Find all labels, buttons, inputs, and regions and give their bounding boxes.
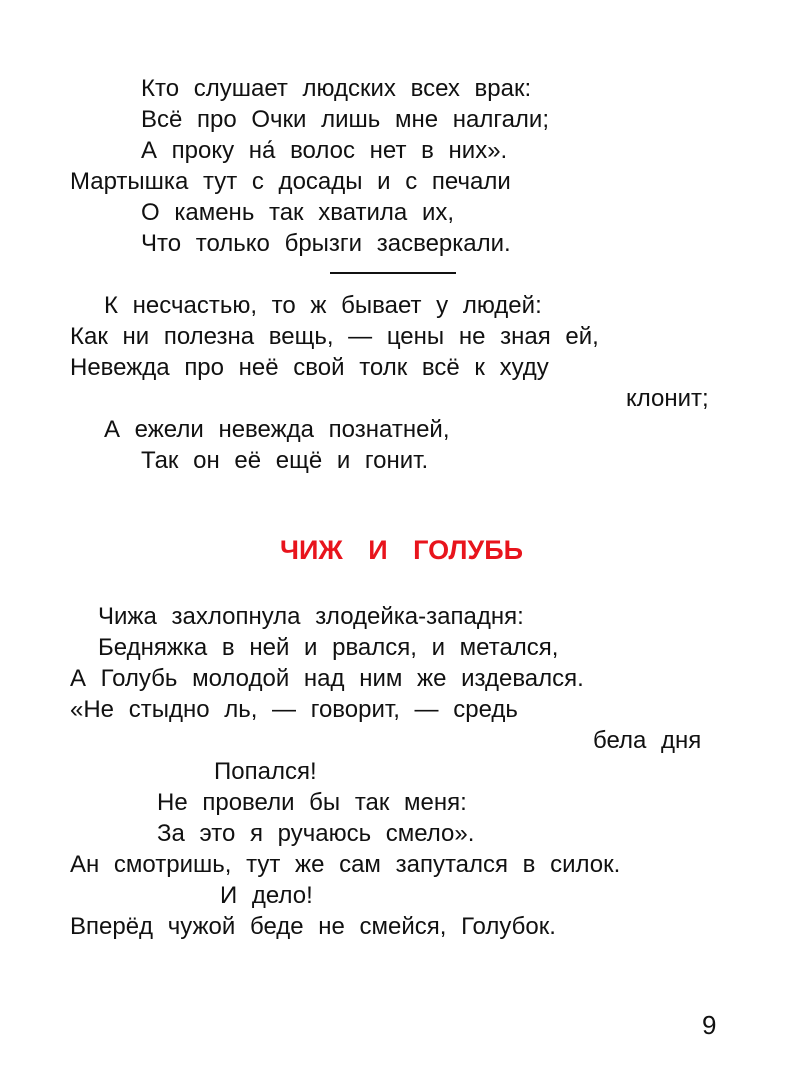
poem-line: Мартышка тут с досады и с печали bbox=[70, 168, 511, 195]
moral-line: К несчастью, то ж бывает у людей: bbox=[104, 292, 542, 319]
moral-line: клонит; bbox=[626, 385, 709, 412]
poem-line: Попался! bbox=[214, 758, 317, 785]
moral-line: Невежда про неё свой толк всё к худу bbox=[70, 354, 549, 381]
poem-line: бела дня bbox=[593, 727, 702, 754]
poem-line: Кто слушает людских всех врак: bbox=[141, 75, 532, 102]
poem-line: О камень так хватила их, bbox=[141, 199, 455, 226]
moral-line: Как ни полезна вещь, — цены не зная ей, bbox=[70, 323, 599, 350]
section-divider bbox=[330, 272, 456, 274]
poem-line: Бедняжка в ней и рвался, и метался, bbox=[98, 634, 559, 661]
poem-line: А Голубь молодой над ним же издевался. bbox=[70, 665, 584, 692]
poem-line: Не провели бы так меня: bbox=[157, 789, 467, 816]
poem-line: Чижа захлопнула злодейка-западня: bbox=[98, 603, 524, 630]
moral-line: А ежели невежда познатней, bbox=[104, 416, 450, 443]
poem-line: Что только брызги засверкали. bbox=[141, 230, 511, 257]
poem-line: А проку на́ волос нет в них». bbox=[141, 137, 508, 164]
poem-line: И дело! bbox=[220, 882, 313, 909]
moral-line: Так он её ещё и гонит. bbox=[141, 447, 429, 474]
poem-line: За это я ручаюсь смело». bbox=[157, 820, 475, 847]
page-number: 9 bbox=[702, 1010, 717, 1040]
poem-line: Вперёд чужой беде не смейся, Голубок. bbox=[70, 913, 556, 940]
fable-title: ЧИЖ И ГОЛУБЬ bbox=[279, 535, 524, 565]
poem-line: Ан смотришь, тут же сам запутался в силок. bbox=[70, 851, 621, 878]
poem-line: Всё про Очки лишь мне налгали; bbox=[141, 106, 549, 133]
poem-line: «Не стыдно ль, — говорит, — средь bbox=[70, 696, 518, 723]
